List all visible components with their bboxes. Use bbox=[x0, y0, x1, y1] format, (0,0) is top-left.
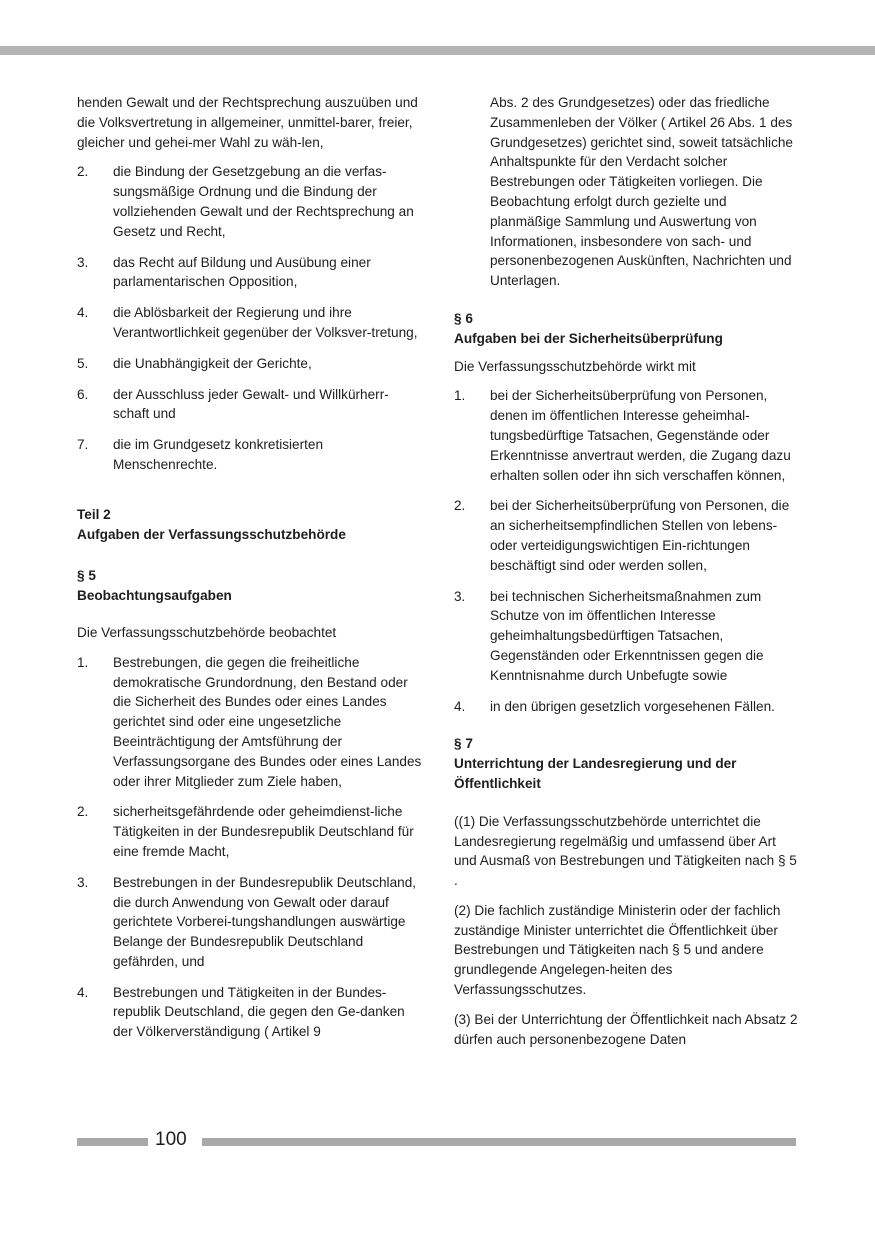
section-title: Beobachtungsaufgaben bbox=[77, 588, 232, 604]
list-text: Bestrebungen in der Bundesrepublik Deutschland, die durch Anwendung von Gewalt oder darauf gerichtete Vorberei-tungshandlungen auswärtige Belange der Bundesrepublik Deutschland gefährden, und bbox=[113, 874, 417, 969]
section-label: § 6 bbox=[454, 310, 473, 326]
footer-rule-left bbox=[77, 1138, 148, 1146]
list-text: sicherheitsgefährdende oder geheimdienst-liche Tätigkeiten in der Bundesrepublik Deutschland für eine fremde Macht, bbox=[113, 804, 414, 859]
list-item bbox=[454, 386, 799, 485]
list-number: 4. bbox=[77, 984, 89, 1000]
section-heading-s5 bbox=[77, 566, 422, 606]
section-label: § 5 bbox=[77, 568, 96, 584]
list-text: die im Grundgesetz konkretisierten Menschenrechte. bbox=[113, 437, 324, 472]
list-item bbox=[77, 802, 422, 861]
section-intro: Die Verfassungsschutzbehörde wirkt mit bbox=[454, 358, 696, 374]
list-number: 3. bbox=[77, 874, 89, 890]
page-number: 100 bbox=[155, 1129, 187, 1150]
section-heading-teil2 bbox=[77, 505, 422, 545]
left-column bbox=[77, 93, 422, 1053]
section-heading-s7 bbox=[454, 734, 799, 793]
list-number: 6. bbox=[77, 386, 89, 402]
list-text: bei technischen Sicherheitsmaßnahmen zum Schutze von im öffentlichen Interesse geheimhaltungsbedürftigen Tatsachen, Gegenständen oder Erkenntnissen gegen die Kenntnisnahme durch Unbefugte sowie bbox=[490, 588, 764, 683]
list-number: 1. bbox=[77, 654, 89, 670]
list-item bbox=[77, 354, 422, 374]
list-number: 2. bbox=[77, 164, 89, 180]
section-heading-s6 bbox=[454, 309, 799, 349]
continuation-text: Abs. 2 des Grundgesetzes) oder das friedliche Zusammenleben der Völker ( Artikel 26 Abs. 1 des Grundgesetzes) gerichtet sind, soweit tatsächliche Anhaltspunkte für den Verdacht solcher Bestrebungen oder Tätigkeiten vorliegen. Die Beobachtung erfolgt durch gezielte und planmäßige Sammlung und Auswertung von Informationen, insbesondere von sach- und personenbezogenen Auskünften, Nachrichten und Unterlagen. bbox=[490, 95, 793, 289]
list-text: in den übrigen gesetzlich vorgesehenen Fällen. bbox=[490, 698, 775, 714]
list-item bbox=[454, 496, 799, 575]
section-title: Aufgaben der Verfassungsschutzbehörde bbox=[77, 526, 346, 542]
section-title: Unterrichtung der Landesregierung und der Öffentlichkeit bbox=[454, 756, 737, 791]
list-number: 4. bbox=[454, 698, 466, 714]
section-intro: Die Verfassungsschutzbehörde beobachtet bbox=[77, 624, 337, 640]
list-text: das Recht auf Bildung und Ausübung einer parlamentarischen Opposition, bbox=[113, 254, 371, 290]
list-text: bei der Sicherheitsüberprüfung von Personen, die an sicherheitsempfindlichen Stellen von lebens- oder verteidigungswichtigen Ein-richtungen beschäftigt sind oder werden sollen, bbox=[490, 498, 790, 573]
list-item bbox=[454, 587, 799, 686]
list-number: 5. bbox=[77, 355, 89, 371]
top-rule bbox=[0, 46, 875, 55]
list-text: Bestrebungen und Tätigkeiten in der Bundes-republik Deutschland, die gegen den Ge-danken der Völkerverständigung ( Artikel 9 bbox=[113, 984, 405, 1040]
list-text: bei der Sicherheitsüberprüfung von Personen, denen im öffentlichen Interesse geheimhal-tungsbedürftige Tatsachen, Gegenstände oder Erkenntnisse anvertraut werden, die Zugang dazu erhalten sollen oder ihn sich verschaffen können, bbox=[490, 388, 791, 483]
list-number: 4. bbox=[77, 305, 89, 321]
list-number: 7. bbox=[77, 437, 89, 453]
continuation-text: henden Gewalt und der Rechtsprechung auszuüben und die Volksvertretung in allgemeiner, unmittel-barer, freier, gleicher und gehei-mer Wahl zu wäh-len, bbox=[77, 95, 418, 150]
list-item bbox=[77, 873, 422, 972]
list-number: 2. bbox=[77, 804, 89, 820]
list-number: 3. bbox=[454, 588, 466, 604]
list-number: 3. bbox=[77, 254, 89, 270]
list-text: die Bindung der Gesetzgebung an die verfas-sungsmäßige Ordnung und die Bindung der vollziehenden Gewalt und der Rechtsprechung an Gesetz und Recht, bbox=[113, 164, 414, 239]
list-item bbox=[77, 253, 422, 293]
list-item bbox=[77, 162, 422, 241]
section-title: Aufgaben bei der Sicherheitsüberprüfung bbox=[454, 330, 723, 346]
list-item bbox=[77, 983, 422, 1042]
right-column bbox=[454, 93, 799, 1059]
footer-rule-right bbox=[202, 1138, 796, 1146]
paragraph: ((1) Die Verfassungsschutzbehörde unterrichtet die Landesregierung regelmäßig und umfassend über Art und Ausmaß von Bestrebungen und Tätigkeiten nach § 5 . bbox=[454, 813, 797, 889]
list-text: der Ausschluss jeder Gewalt- und Willkürherr-schaft und bbox=[113, 386, 389, 422]
paragraph: (2) Die fachlich zuständige Ministerin oder der fachlich zuständige Minister unterrichtet die Öffentlichkeit über Bestrebungen und Tätigkeiten nach § 5 und andere grundlegende Angelegen-heiten des Verfassungsschutzes. bbox=[454, 902, 781, 998]
list-item bbox=[77, 435, 422, 475]
list-text: Bestrebungen, die gegen die freiheitliche demokratische Grundordnung, den Bestand oder die Sicherheit des Bundes oder eines Landes gerichtet sind oder eine ungesetzliche Beeinträchtigung der Amtsführung der Verfassungsorgane des Bundes oder eines Landes oder ihrer Mitglieder zum Ziele haben, bbox=[113, 654, 422, 789]
list-text: die Ablösbarkeit der Regierung und ihre Verantwortlichkeit gegenüber der Volksver-tretung, bbox=[113, 305, 418, 340]
continuation-item bbox=[454, 93, 799, 291]
paragraph: (3) Bei der Unterrichtung der Öffentlichkeit nach Absatz 2 dürfen auch personenbezogene Daten bbox=[454, 1011, 798, 1047]
list-item bbox=[77, 653, 422, 792]
list-item bbox=[77, 385, 422, 425]
list-number: 2. bbox=[454, 498, 466, 514]
list-number: 1. bbox=[454, 388, 466, 404]
list-text: die Unabhängigkeit der Gerichte, bbox=[113, 355, 312, 371]
section-label: § 7 bbox=[454, 736, 473, 752]
section-label: Teil 2 bbox=[77, 506, 111, 522]
list-item bbox=[454, 697, 799, 717]
list-item bbox=[77, 303, 422, 343]
